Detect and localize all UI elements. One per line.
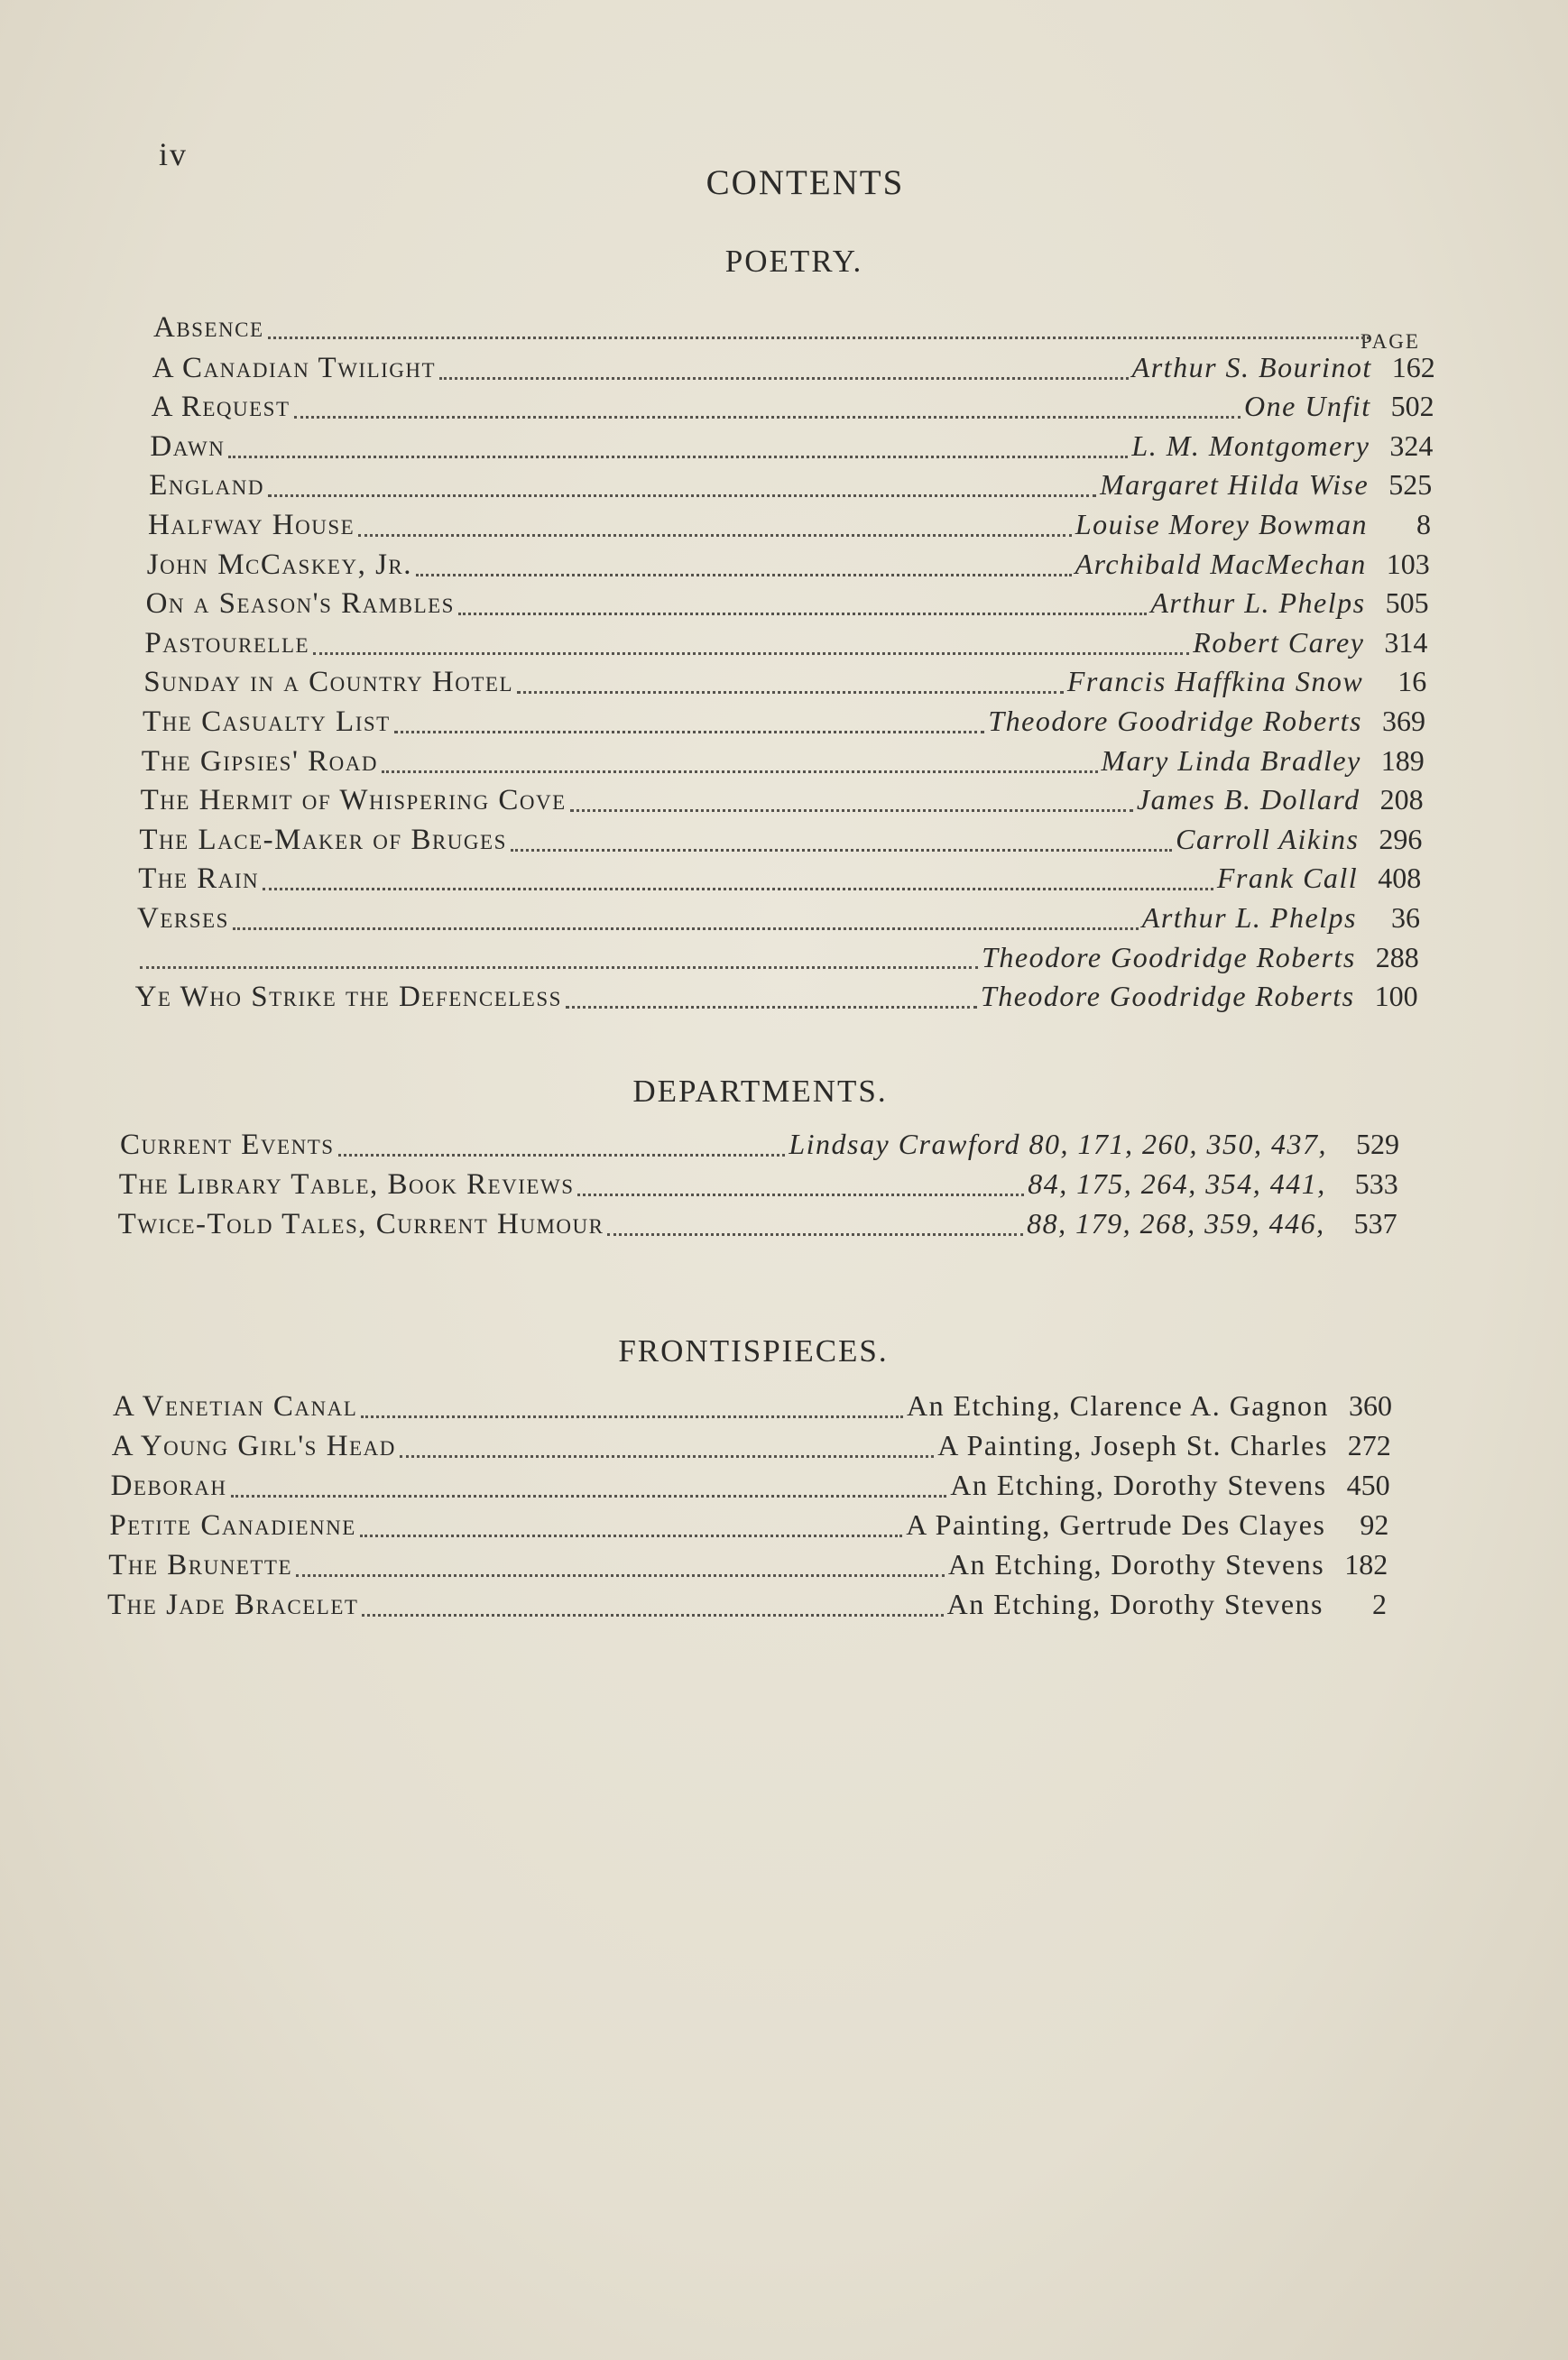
entry-page: 92 bbox=[1360, 1508, 1389, 1541]
entry-page: 189 bbox=[1380, 743, 1425, 777]
dot-leader bbox=[338, 1154, 786, 1157]
entry-author: Theodore Goodridge Roberts bbox=[980, 980, 1355, 1013]
entry-title: On a Season's Rambles bbox=[145, 587, 455, 621]
toc-entry bbox=[144, 626, 1427, 660]
page-title: CONTENTS bbox=[706, 163, 905, 202]
dot-leader bbox=[263, 888, 1213, 890]
entry-page: 36 bbox=[1391, 901, 1420, 934]
entry-title: A Young Girl's Head bbox=[111, 1430, 396, 1462]
toc-entry bbox=[138, 862, 1421, 896]
frontispieces-heading: FRONTISPIECES. bbox=[618, 1333, 889, 1369]
toc-entry bbox=[153, 311, 1436, 345]
dot-leader bbox=[294, 416, 1241, 419]
entry-author: Arthur L. Phelps bbox=[1150, 586, 1366, 620]
entry-page: 16 bbox=[1397, 665, 1427, 698]
entry-author: 88, 179, 268, 359, 446, bbox=[1027, 1207, 1325, 1240]
entry-author: Lindsay Crawford 80, 171, 260, 350, 437, bbox=[789, 1128, 1327, 1160]
entry-author: Frank Call bbox=[1216, 862, 1359, 895]
dot-leader bbox=[439, 377, 1129, 380]
dot-leader bbox=[511, 849, 1172, 852]
entry-author: A Painting, Joseph St. Charles bbox=[937, 1429, 1328, 1461]
entry-page: 408 bbox=[1378, 862, 1422, 895]
toc-entry bbox=[141, 783, 1424, 817]
entry-title: Halfway House bbox=[148, 509, 355, 541]
toc-entry bbox=[150, 429, 1433, 464]
entry-author: Arthur L. Phelps bbox=[1141, 901, 1357, 934]
entry-title: Sunday in a Country Hotel bbox=[143, 666, 514, 699]
entry-author: One Unfit bbox=[1244, 390, 1371, 423]
page-number: iv bbox=[159, 136, 189, 172]
dot-leader bbox=[400, 1455, 934, 1458]
dot-leader bbox=[517, 691, 1064, 694]
poetry-heading: POETRY. bbox=[724, 244, 863, 279]
dot-leader bbox=[296, 1574, 945, 1577]
departments-heading: DEPARTMENTS. bbox=[632, 1074, 888, 1109]
toc-entry bbox=[148, 508, 1431, 542]
entry-page: 208 bbox=[1379, 783, 1424, 816]
toc-entry bbox=[118, 1207, 1397, 1241]
entry-title: A Canadian Twilight bbox=[152, 351, 437, 384]
dot-leader bbox=[268, 494, 1096, 497]
entry-title: Deborah bbox=[110, 1470, 227, 1502]
entry-title: The Rain bbox=[138, 862, 260, 896]
toc-entry bbox=[142, 744, 1425, 779]
dot-leader bbox=[570, 809, 1133, 812]
dot-leader bbox=[358, 534, 1072, 537]
entry-author: An Etching, Clarence A. Gagnon bbox=[907, 1389, 1329, 1422]
entry-author: Robert Carey bbox=[1193, 625, 1365, 659]
entry-title: England bbox=[149, 469, 264, 502]
entry-title: The Jade Bracelet bbox=[107, 1589, 359, 1621]
entry-title: Verses bbox=[137, 902, 229, 935]
dot-leader bbox=[228, 456, 1128, 458]
toc-entry bbox=[149, 468, 1432, 502]
entry-author: Francis Haffkina Snow bbox=[1066, 665, 1364, 698]
toc-entry bbox=[137, 901, 1420, 936]
dot-leader bbox=[361, 1415, 903, 1418]
toc-entry bbox=[143, 665, 1426, 699]
entry-page: 533 bbox=[1354, 1167, 1398, 1200]
toc-entry bbox=[152, 390, 1434, 424]
toc-entry bbox=[112, 1429, 1391, 1463]
entry-page: 272 bbox=[1347, 1429, 1391, 1461]
toc-entry bbox=[136, 941, 1419, 974]
entry-page: 162 bbox=[1391, 350, 1435, 383]
dot-leader bbox=[231, 1495, 947, 1498]
entry-title: The Brunette bbox=[108, 1549, 293, 1581]
entry-page: 324 bbox=[1389, 429, 1434, 462]
toc-entry bbox=[146, 586, 1429, 621]
entry-author: Theodore Goodridge Roberts bbox=[988, 705, 1362, 737]
toc-entry bbox=[152, 351, 1435, 385]
toc-entry bbox=[143, 705, 1425, 739]
page-column-label: PAGE bbox=[1360, 330, 1420, 353]
entry-page: 288 bbox=[1375, 940, 1419, 973]
entry-page: 529 bbox=[1356, 1128, 1399, 1160]
dot-leader bbox=[268, 336, 1370, 339]
entry-author: An Etching, Dorothy Stevens bbox=[947, 1548, 1325, 1581]
toc-entry bbox=[111, 1469, 1390, 1503]
toc-entry bbox=[147, 548, 1430, 582]
entry-title: A Venetian Canal bbox=[113, 1390, 358, 1423]
entry-page: 369 bbox=[1382, 705, 1425, 737]
toc-entry bbox=[109, 1508, 1388, 1543]
entry-title: The Casualty List bbox=[143, 705, 391, 738]
entry-page: 502 bbox=[1390, 390, 1434, 423]
entry-title: Petite Canadienne bbox=[109, 1509, 356, 1542]
dot-leader bbox=[360, 1535, 903, 1537]
dot-leader bbox=[607, 1233, 1023, 1236]
entry-page: 8 bbox=[1416, 508, 1431, 540]
entry-page: 296 bbox=[1379, 822, 1423, 855]
entry-title: Current Events bbox=[120, 1129, 335, 1161]
toc-entry bbox=[139, 823, 1422, 857]
dot-leader bbox=[577, 1194, 1024, 1196]
entry-title: Dawn bbox=[150, 429, 226, 463]
dot-leader bbox=[394, 731, 985, 733]
entry-author: Mary Linda Bradley bbox=[1101, 743, 1361, 777]
entry-title: The Lace-Maker of Bruges bbox=[139, 823, 507, 856]
dot-leader bbox=[362, 1614, 943, 1617]
entry-page: 103 bbox=[1386, 547, 1430, 580]
dot-leader bbox=[416, 574, 1072, 576]
entry-page: 360 bbox=[1349, 1389, 1392, 1422]
dot-leader bbox=[233, 927, 1139, 930]
dot-leader bbox=[140, 966, 978, 969]
entry-title: Absence bbox=[153, 311, 264, 344]
entry-title: The Library Table, Book Reviews bbox=[118, 1168, 575, 1201]
entry-title: Pastourelle bbox=[144, 626, 310, 659]
entry-author: Archibald MacMechan bbox=[1075, 547, 1367, 580]
toc-entry bbox=[135, 980, 1418, 1014]
entry-author: 84, 175, 264, 354, 441, bbox=[1028, 1167, 1326, 1200]
entry-title: Twice-Told Tales, Current Humour bbox=[117, 1208, 604, 1240]
entry-page: 182 bbox=[1344, 1548, 1388, 1581]
entry-author: A Painting, Gertrude Des Clayes bbox=[906, 1508, 1326, 1541]
entry-page: 450 bbox=[1346, 1469, 1390, 1501]
entry-author: An Etching, Dorothy Stevens bbox=[950, 1469, 1327, 1501]
entry-author: Arthur S. Bourinot bbox=[1131, 350, 1372, 383]
entry-author: Theodore Goodridge Roberts bbox=[982, 940, 1356, 973]
entry-author: L. M. Montgomery bbox=[1131, 429, 1370, 462]
entry-title: John McCaskey, Jr. bbox=[146, 548, 413, 581]
toc-entry bbox=[107, 1588, 1387, 1622]
entry-title: Ye Who Strike the Defenceless bbox=[134, 981, 562, 1014]
dot-leader bbox=[382, 770, 1098, 773]
entry-title: The Gipsies' Road bbox=[141, 744, 378, 778]
toc-entry bbox=[108, 1548, 1388, 1582]
dot-leader bbox=[458, 613, 1147, 615]
entry-page: 314 bbox=[1384, 625, 1428, 659]
entry-author: An Etching, Dorothy Stevens bbox=[946, 1588, 1324, 1620]
dot-leader bbox=[313, 652, 1189, 655]
entry-page: 505 bbox=[1385, 586, 1429, 620]
entry-author: Louise Morey Bowman bbox=[1075, 508, 1368, 540]
entry-page: 537 bbox=[1353, 1207, 1397, 1240]
entry-page: 2 bbox=[1372, 1588, 1387, 1620]
entry-author: James B. Dollard bbox=[1136, 783, 1360, 816]
entry-author: Carroll Aikins bbox=[1176, 822, 1360, 855]
toc-entry bbox=[113, 1389, 1392, 1424]
dot-leader bbox=[566, 1006, 977, 1009]
entry-title: The Hermit of Whispering Cove bbox=[140, 784, 567, 817]
entry-author: Margaret Hilda Wise bbox=[1100, 468, 1370, 502]
toc-entry bbox=[119, 1167, 1398, 1202]
entry-title: A Request bbox=[151, 391, 291, 424]
entry-page: 100 bbox=[1374, 980, 1418, 1013]
toc-entry bbox=[120, 1128, 1399, 1162]
entry-page: 525 bbox=[1388, 468, 1433, 502]
